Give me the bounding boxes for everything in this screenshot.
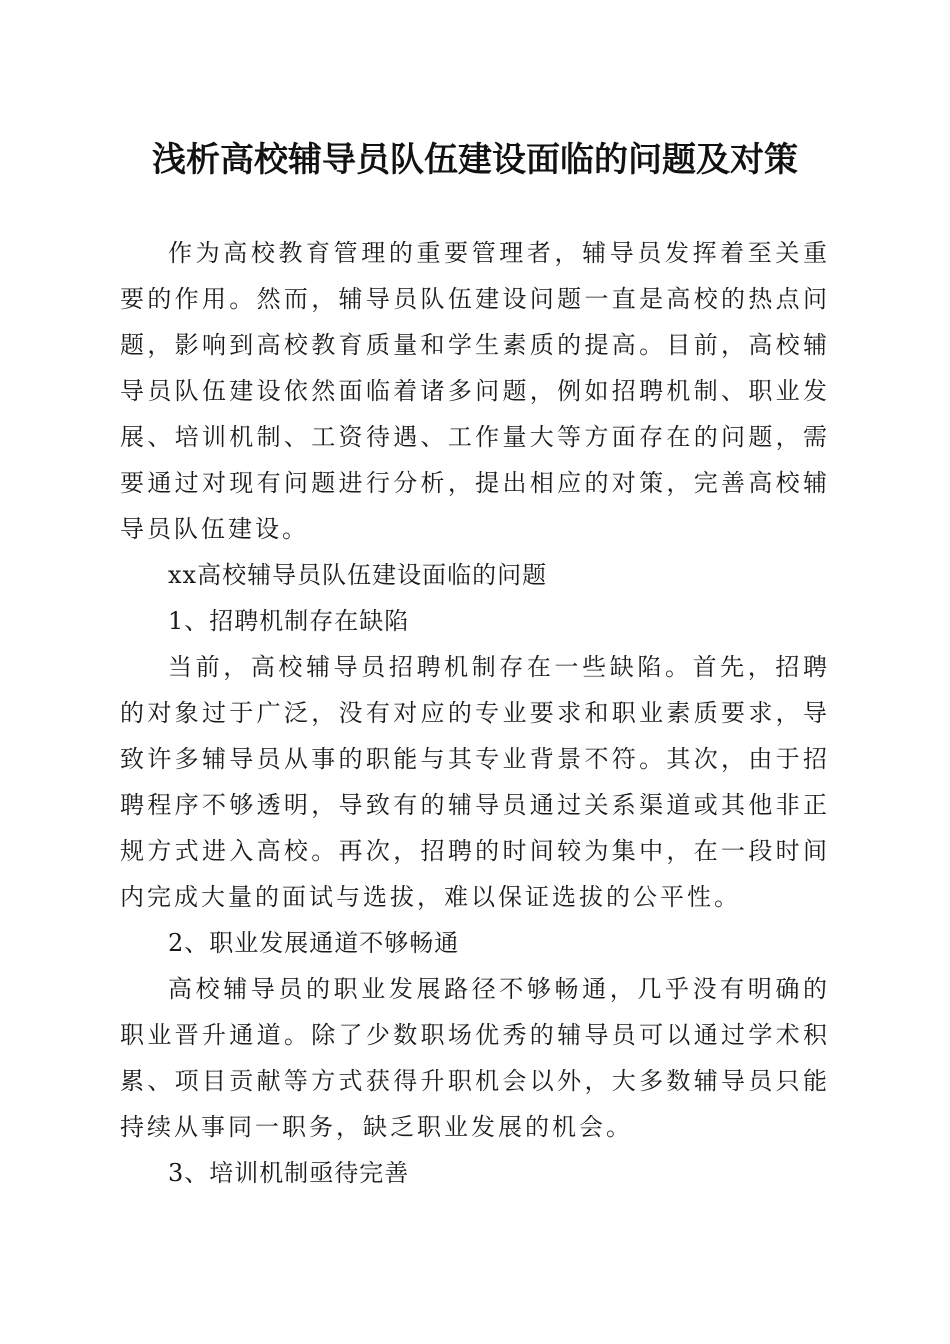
subsection-paragraph-2: 高校辅导员的职业发展路径不够畅通，几乎没有明确的职业晋升通道。除了少数职场优秀的辅导员可以通过学术积累、项目贡献等方式获得升职机会以外，大多数辅导员只能持续从事同一职务，缺乏职业发展的机会。 [120,975,830,1141]
subsection-heading-2: 2、职业发展通道不够畅通 [168,929,460,957]
intro-paragraph: 作为高校教育管理的重要管理者，辅导员发挥着至关重要的作用。然而，辅导员队伍建设问题一直是高校的热点问题，影响到高校教育质量和学生素质的提高。目前，高校辅导员队伍建设依然面临着诸多问题，例如招聘机制、职业发展、培训机制、工资待遇、工作量大等方面存在的问题，需要通过对现有问题进行分析，提出相应的对策，完善高校辅导员队伍建设。 [120,239,830,543]
subsection-heading-3: 3、培训机制亟待完善 [168,1159,410,1187]
section-heading: xx高校辅导员队伍建设面临的问题 [168,561,548,589]
document-body [120,230,830,1196]
subsection-paragraph-1: 当前，高校辅导员招聘机制存在一些缺陷。首先，招聘的对象过于广泛，没有对应的专业要求和职业素质要求，导致许多辅导员从事的职能与其专业背景不符。其次，由于招聘程序不够透明，导致有的辅导员通过关系渠道或其他非正规方式进入高校。再次，招聘的时间较为集中，在一段时间内完成大量的面试与选拔，难以保证选拔的公平性。 [120,653,830,911]
subsection-heading-1: 1、招聘机制存在缺陷 [168,607,410,635]
document-title: 浅析高校辅导员队伍建设面临的问题及对策 [152,140,798,180]
